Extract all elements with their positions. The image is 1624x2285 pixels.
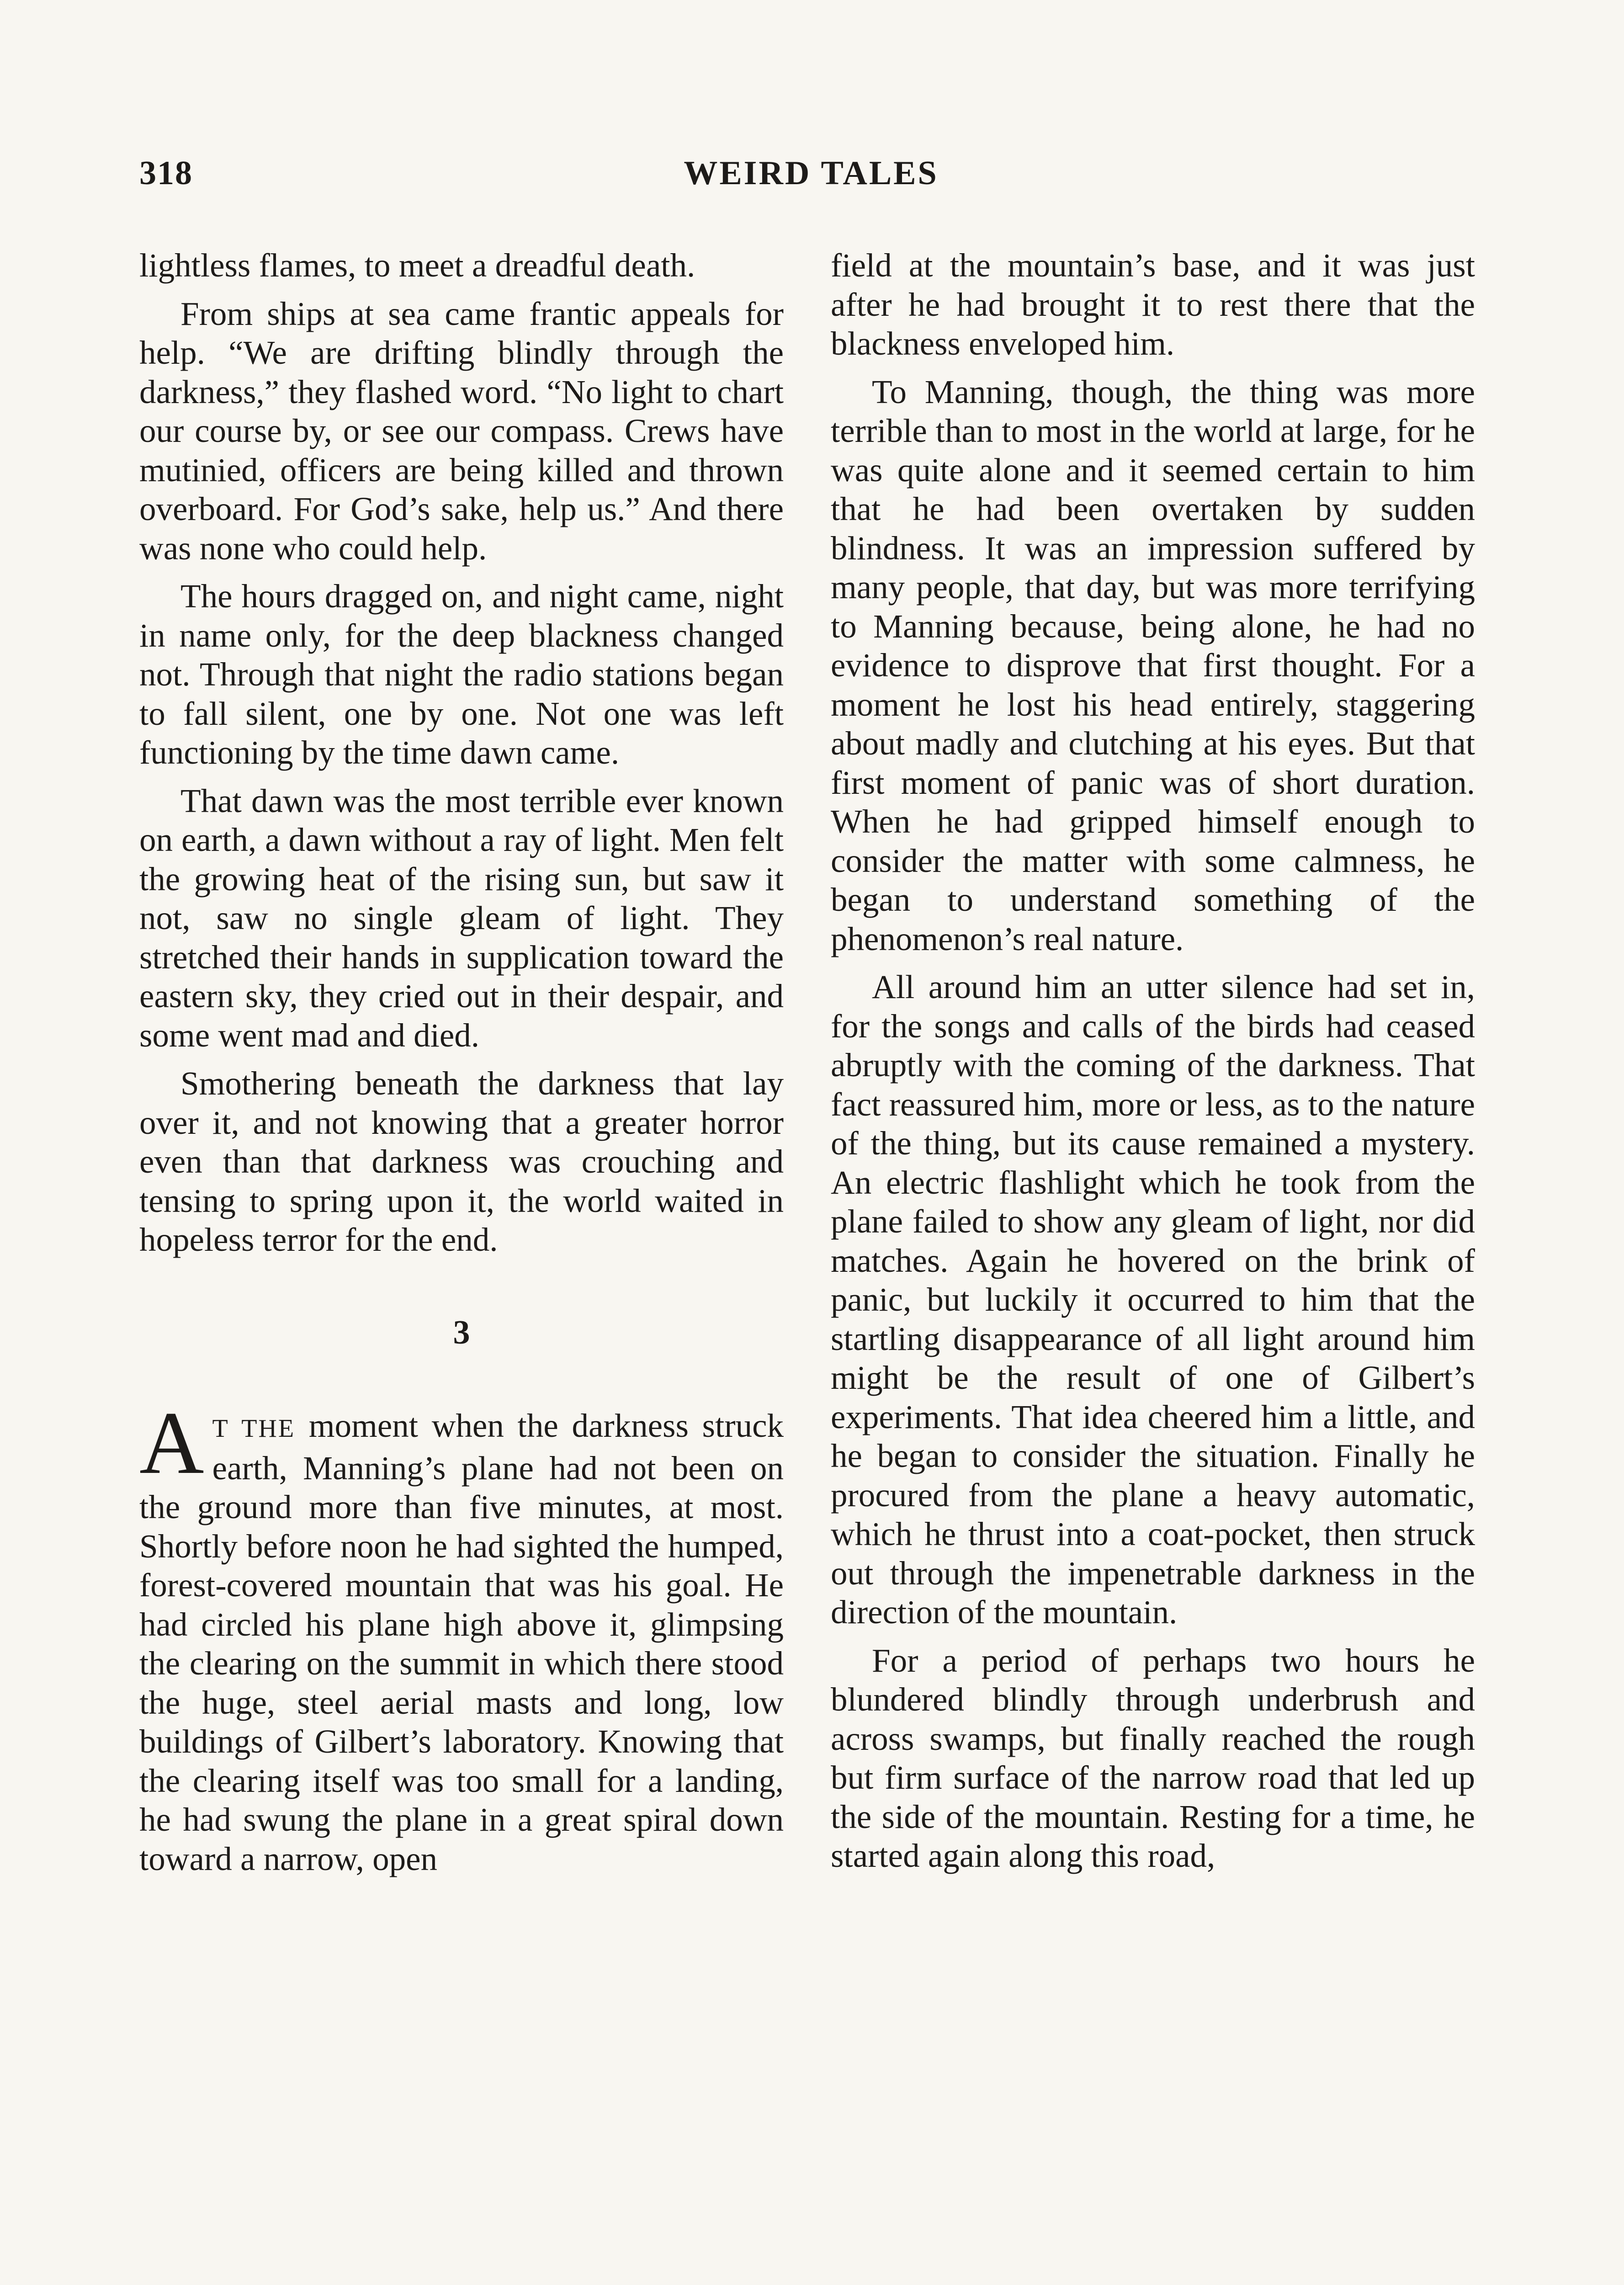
page-number: 318: [139, 154, 193, 192]
paragraph: To Manning, though, the thing was more terrible than to most in the world at large, for he was quite alone and it seemed certain to him that he had been overtaken by sudden blindness. It was an impression suffered by many people, that day, but was more terrifying to Manning because, being alone, he had no evidence to disprove that first thought. For a moment he lost his head entirely, staggering about madly and clutching at his eyes. But that first moment of panic was of short duration. When he had gripped himself enough to consider the matter with some calmness, he began to understand something of the phenomenon’s real nature.: [831, 373, 1475, 957]
left-column: [139, 246, 784, 1887]
paragraph-text: moment when the darkness struck earth, Manning’s plane had not been on the ground more than five minutes, at most. Shortly before noon he had sighted the humped, forest-covered mountain that was his goal. He had circled his plane high above it, glimpsing the clearing on the summit in which there stood the huge, steel aerial masts and long, low buildings of Gilbert’s laboratory. Knowing that the clearing itself was too small for a landing, he had swung the plane in a great spiral down toward a narrow, open: [139, 1407, 784, 1877]
drop-cap-letter: A: [139, 1393, 204, 1493]
section-number: 3: [453, 1313, 470, 1351]
running-title: WEIRD TALES: [684, 154, 939, 192]
paragraph-dropcap: [139, 1393, 784, 1878]
paragraph: For a period of perhaps two hours he blundered blindly through underbrush and across swamps, but finally reached the rough but firm surface of the narrow road that led up the side of the mountain. Resting for a time, he started again along this road,: [831, 1642, 1475, 1874]
paragraph: Smothering beneath the darkness that lay over it, and not knowing that a greater horror even than that darkness was crouching and tensing to spring upon it, the world waited in hopeless terror for the end.: [139, 1065, 784, 1258]
small-caps-lead: T THE: [212, 1414, 296, 1443]
paragraph-continued: field at the mountain’s base, and it was just after he had brought it to rest there that the blackness enveloped him.: [831, 247, 1475, 362]
paragraph: From ships at sea came frantic appeals for help. “We are drifting blindly through the darkness,” they flashed word. “No light to chart our course by, or see our compass. Crews have mutinied, officers are being killed and thrown overboard. For God’s sake, help us.” And there was none who could help.: [139, 295, 784, 567]
paragraph: All around him an utter silence had set in, for the songs and calls of the birds had ceased abruptly with the coming of the darkness. That fact reassured him, more or less, as to the nature of the thing, but its cause remained a mystery. An electric flashlight which he took from the plane failed to show any gleam of light, nor did matches. Again he hovered on the brink of panic, but luckily it occurred to him that the startling disappearance of all light around him might be the result of one of Gilbert’s experiments. That idea cheered him a little, and he began to consider the situation. Finally he procured from the plane a heavy automatic, which he thrust into a coat-pocket, then struck out through the impenetrable darkness in the direction of the mountain.: [831, 968, 1475, 1631]
paragraph-continued: lightless flames, to meet a dreadful death.: [139, 247, 695, 284]
paragraph: The hours dragged on, and night came, night in name only, for the deep blackness changed not. Through that night the radio stations began to fall silent, one by one. Not one was left functioning by the time dawn came.: [139, 578, 784, 771]
right-column: [831, 246, 1475, 1885]
paragraph: That dawn was the most terrible ever known on earth, a dawn without a ray of light. Men felt the growing heat of the rising sun, but saw it not, saw no single gleam of light. They stretched their hands in supplication toward the eastern sky, they cried out in their despair, and some went mad and died.: [139, 782, 784, 1054]
page-header: [139, 149, 1483, 203]
